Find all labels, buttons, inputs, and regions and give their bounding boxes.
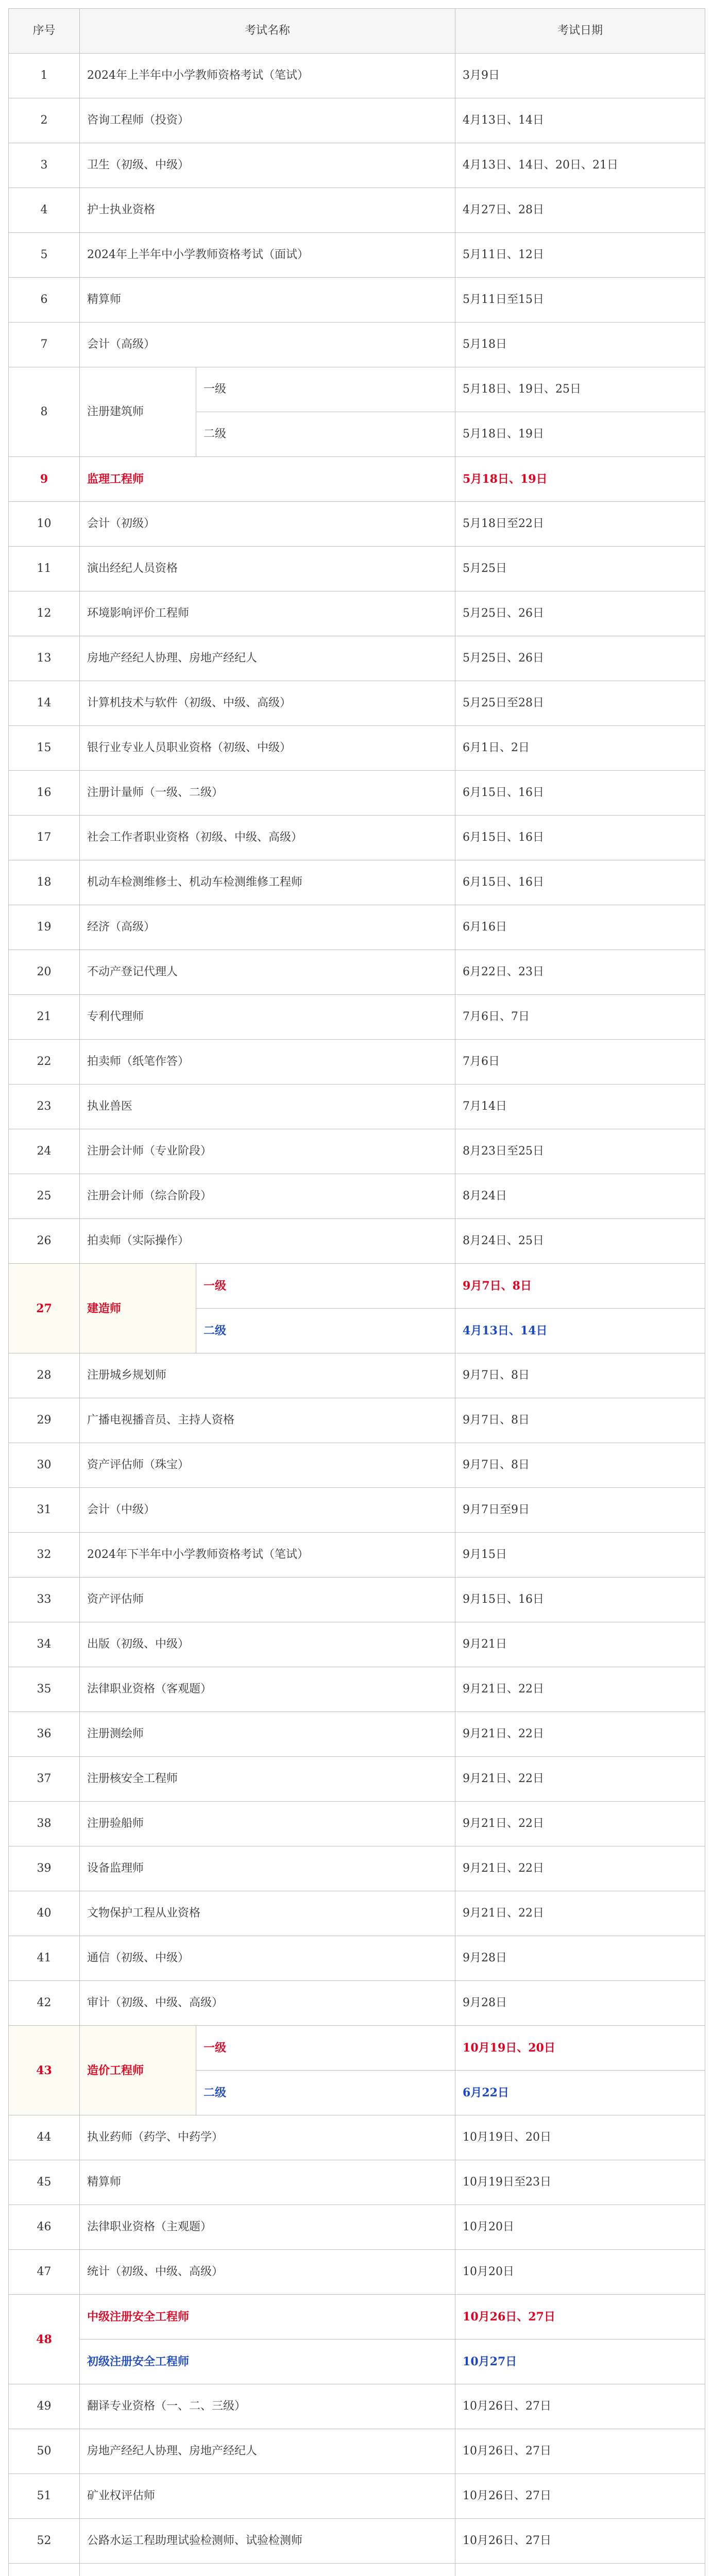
exam-name: 精算师 bbox=[80, 2160, 455, 2205]
exam-date: 5月11日至15日 bbox=[455, 278, 705, 323]
exam-date: 9月15日、16日 bbox=[455, 1578, 705, 1622]
exam-level: 一级 bbox=[196, 367, 455, 412]
exam-date: 5月18日、19日、25日 bbox=[455, 367, 705, 412]
table-row bbox=[9, 2384, 705, 2429]
table-row bbox=[9, 681, 705, 726]
exam-date: 9月21日、22日 bbox=[455, 1757, 705, 1802]
row-number: 10 bbox=[9, 502, 80, 547]
exam-date: 10月20日 bbox=[455, 2250, 705, 2295]
row-number: 51 bbox=[9, 2474, 80, 2519]
table-row bbox=[9, 726, 705, 771]
table-row bbox=[9, 2474, 705, 2519]
row-number: 42 bbox=[9, 1981, 80, 2026]
exam-name: 造价工程师 bbox=[80, 2026, 196, 2115]
row-number: 32 bbox=[9, 1533, 80, 1578]
exam-date: 6月16日 bbox=[455, 905, 705, 950]
exam-date: 9月7日、8日 bbox=[455, 1353, 705, 1398]
exam-date: 7月6日、7日 bbox=[455, 995, 705, 1040]
exam-date bbox=[455, 2564, 705, 2576]
table-row bbox=[9, 1802, 705, 1846]
table-row bbox=[9, 457, 705, 502]
exam-date: 5月18日至22日 bbox=[455, 502, 705, 547]
table-row bbox=[9, 1219, 705, 1264]
table-row bbox=[9, 54, 705, 98]
row-number: 40 bbox=[9, 1891, 80, 1936]
exam-name: 演出经纪人员资格 bbox=[80, 547, 455, 591]
exam-date: 4月13日、14日 bbox=[455, 1309, 705, 1353]
table-row bbox=[9, 636, 705, 681]
table-row bbox=[9, 591, 705, 636]
row-number: 2 bbox=[9, 98, 80, 143]
exam-name: 专利代理师 bbox=[80, 995, 455, 1040]
exam-date: 5月25日 bbox=[455, 547, 705, 591]
exam-date: 9月21日、22日 bbox=[455, 1891, 705, 1936]
header-date: 考试日期 bbox=[455, 9, 705, 54]
exam-name: 拍卖师（实际操作） bbox=[80, 1219, 455, 1264]
table-row bbox=[9, 1667, 705, 1712]
exam-date: 8月24日、25日 bbox=[455, 1219, 705, 1264]
exam-name: 2024年上半年中小学教师资格考试（笔试） bbox=[80, 54, 455, 98]
row-number: 5 bbox=[9, 233, 80, 278]
exam-date: 10月20日 bbox=[455, 2205, 705, 2250]
exam-date: 9月7日至9日 bbox=[455, 1488, 705, 1533]
table-row bbox=[9, 367, 705, 412]
table-row bbox=[9, 1578, 705, 1622]
row-number: 44 bbox=[9, 2115, 80, 2160]
exam-date: 6月22日 bbox=[455, 2071, 705, 2115]
exam-date: 9月7日、8日 bbox=[455, 1443, 705, 1488]
exam-date: 9月21日、22日 bbox=[455, 1802, 705, 1846]
row-number: 38 bbox=[9, 1802, 80, 1846]
row-number: 20 bbox=[9, 950, 80, 995]
exam-name: 执业兽医 bbox=[80, 1084, 455, 1129]
table-row bbox=[9, 2160, 705, 2205]
row-number: 16 bbox=[9, 771, 80, 816]
exam-name: 注册城乡规划师 bbox=[80, 1353, 455, 1398]
exam-date: 10月19日至23日 bbox=[455, 2160, 705, 2205]
row-number: 15 bbox=[9, 726, 80, 771]
row-number: 22 bbox=[9, 1040, 80, 1084]
exam-date: 10月27日 bbox=[455, 2340, 705, 2384]
exam-date: 10月19日、20日 bbox=[455, 2026, 705, 2071]
table-row bbox=[9, 2519, 705, 2564]
row-number: 25 bbox=[9, 1174, 80, 1219]
exam-date: 8月23日至25日 bbox=[455, 1129, 705, 1174]
table-row bbox=[9, 1622, 705, 1667]
exam-date: 9月28日 bbox=[455, 1936, 705, 1981]
table-row bbox=[9, 1174, 705, 1219]
row-number: 41 bbox=[9, 1936, 80, 1981]
table-row bbox=[9, 2026, 705, 2071]
row-number: 24 bbox=[9, 1129, 80, 1174]
exam-name: 注册会计师（综合阶段） bbox=[80, 1174, 455, 1219]
row-number: 14 bbox=[9, 681, 80, 726]
exam-date: 3月9日 bbox=[455, 54, 705, 98]
exam-name: 建造师 bbox=[80, 1264, 196, 1353]
table-row bbox=[9, 1040, 705, 1084]
table-row bbox=[9, 98, 705, 143]
table-row bbox=[9, 1533, 705, 1578]
row-number: 1 bbox=[9, 54, 80, 98]
table-row bbox=[9, 905, 705, 950]
exam-name: 经济（高级） bbox=[80, 905, 455, 950]
exam-name: 注册核安全工程师 bbox=[80, 1757, 455, 1802]
exam-date: 4月27日、28日 bbox=[455, 188, 705, 233]
table-row bbox=[9, 1846, 705, 1891]
exam-name: 注册验船师 bbox=[80, 1802, 455, 1846]
table-row bbox=[9, 323, 705, 367]
exam-name: 法律职业资格（客观题） bbox=[80, 1667, 455, 1712]
exam-name: 执业药师（药学、中药学） bbox=[80, 2115, 455, 2160]
row-number: 7 bbox=[9, 323, 80, 367]
row-number: 11 bbox=[9, 547, 80, 591]
table-row bbox=[9, 1129, 705, 1174]
table-row bbox=[9, 1891, 705, 1936]
exam-date: 9月7日、8日 bbox=[455, 1398, 705, 1443]
exam-name: 环境影响评价工程师 bbox=[80, 591, 455, 636]
exam-date: 6月15日、16日 bbox=[455, 816, 705, 860]
exam-name: 公路水运工程助理试验检测师、试验检测师 bbox=[80, 2519, 455, 2564]
exam-name: 不动产登记代理人 bbox=[80, 950, 455, 995]
table-row bbox=[9, 2295, 705, 2340]
table-row bbox=[9, 950, 705, 995]
table-row bbox=[9, 2115, 705, 2160]
table-row bbox=[9, 1353, 705, 1398]
table-row bbox=[9, 2429, 705, 2474]
exam-date: 10月26日、27日 bbox=[455, 2429, 705, 2474]
exam-date: 9月7日、8日 bbox=[455, 1264, 705, 1309]
row-number: 47 bbox=[9, 2250, 80, 2295]
table-row bbox=[9, 2250, 705, 2295]
exam-date: 9月21日、22日 bbox=[455, 1667, 705, 1712]
exam-name: 文物保护工程从业资格 bbox=[80, 1891, 455, 1936]
exam-date: 10月26日、27日 bbox=[455, 2384, 705, 2429]
exam-name: 注册计量师（一级、二级） bbox=[80, 771, 455, 816]
row-number: 9 bbox=[9, 457, 80, 502]
row-number: 50 bbox=[9, 2429, 80, 2474]
row-number: 48 bbox=[9, 2295, 80, 2384]
exam-name: 精算师 bbox=[80, 278, 455, 323]
table-row bbox=[9, 1757, 705, 1802]
exam-level: 二级 bbox=[196, 2071, 455, 2115]
exam-date: 8月24日 bbox=[455, 1174, 705, 1219]
table-row bbox=[9, 771, 705, 816]
table-row bbox=[9, 1936, 705, 1981]
row-number: 45 bbox=[9, 2160, 80, 2205]
table-row bbox=[9, 278, 705, 323]
exam-name: 注册会计师（专业阶段） bbox=[80, 1129, 455, 1174]
exam-date: 5月18日 bbox=[455, 323, 705, 367]
exam-name: 会计（初级） bbox=[80, 502, 455, 547]
exam-name: 社会工作者职业资格（初级、中级、高级） bbox=[80, 816, 455, 860]
exam-name: 矿业权评估师 bbox=[80, 2474, 455, 2519]
exam-date: 5月25日、26日 bbox=[455, 636, 705, 681]
exam-date: 10月26日、27日 bbox=[455, 2295, 705, 2340]
row-number: 17 bbox=[9, 816, 80, 860]
table-row bbox=[9, 143, 705, 188]
row-number: 30 bbox=[9, 1443, 80, 1488]
table-row bbox=[9, 2564, 705, 2576]
exam-date: 10月26日、27日 bbox=[455, 2519, 705, 2564]
exam-date: 6月1日、2日 bbox=[455, 726, 705, 771]
exam-name: 资产评估师 bbox=[80, 1578, 455, 1622]
exam-date: 5月18日、19日 bbox=[455, 457, 705, 502]
exam-name: 机动车检测维修士、机动车检测维修工程师 bbox=[80, 860, 455, 905]
exam-name: 出版（初级、中级） bbox=[80, 1622, 455, 1667]
exam-name: 法律职业资格（主观题） bbox=[80, 2205, 455, 2250]
exam-schedule-table bbox=[8, 8, 705, 2576]
exam-name: 护士执业资格 bbox=[80, 188, 455, 233]
table-row bbox=[9, 816, 705, 860]
table-row bbox=[9, 1981, 705, 2026]
exam-date: 7月6日 bbox=[455, 1040, 705, 1084]
exam-name: 银行业专业人员职业资格（初级、中级） bbox=[80, 726, 455, 771]
row-number: 35 bbox=[9, 1667, 80, 1712]
exam-date: 5月25日、26日 bbox=[455, 591, 705, 636]
exam-level: 二级 bbox=[196, 1309, 455, 1353]
exam-date: 5月18日、19日 bbox=[455, 412, 705, 457]
exam-schedule bbox=[8, 8, 705, 2576]
row-number bbox=[9, 2564, 80, 2576]
exam-date: 6月15日、16日 bbox=[455, 860, 705, 905]
exam-date: 6月22日、23日 bbox=[455, 950, 705, 995]
row-number: 13 bbox=[9, 636, 80, 681]
exam-level: 二级 bbox=[196, 412, 455, 457]
exam-date: 5月25日至28日 bbox=[455, 681, 705, 726]
row-number: 6 bbox=[9, 278, 80, 323]
exam-name: 审计（初级、中级、高级） bbox=[80, 1981, 455, 2026]
exam-name: 咨询工程师（投资） bbox=[80, 98, 455, 143]
exam-name: 2024年下半年中小学教师资格考试（笔试） bbox=[80, 1533, 455, 1578]
row-number: 52 bbox=[9, 2519, 80, 2564]
table-row bbox=[9, 1264, 705, 1309]
exam-level: 一级 bbox=[196, 2026, 455, 2071]
table-row bbox=[9, 860, 705, 905]
exam-date: 5月11日、12日 bbox=[455, 233, 705, 278]
table-row bbox=[9, 547, 705, 591]
exam-name: 初级注册安全工程师 bbox=[80, 2340, 455, 2384]
table-row bbox=[9, 2205, 705, 2250]
exam-name: 翻译专业资格（一、二、三级） bbox=[80, 2384, 455, 2429]
row-number: 23 bbox=[9, 1084, 80, 1129]
exam-date: 7月14日 bbox=[455, 1084, 705, 1129]
exam-name bbox=[80, 2564, 455, 2576]
exam-name: 中级注册安全工程师 bbox=[80, 2295, 455, 2340]
table-header bbox=[9, 9, 705, 54]
header-name: 考试名称 bbox=[80, 9, 455, 54]
table-row bbox=[9, 1443, 705, 1488]
row-number: 36 bbox=[9, 1712, 80, 1757]
exam-name: 通信（初级、中级） bbox=[80, 1936, 455, 1981]
row-number: 29 bbox=[9, 1398, 80, 1443]
row-number: 3 bbox=[9, 143, 80, 188]
exam-date: 9月21日 bbox=[455, 1622, 705, 1667]
row-number: 19 bbox=[9, 905, 80, 950]
exam-name: 拍卖师（纸笔作答） bbox=[80, 1040, 455, 1084]
table-row bbox=[9, 2340, 705, 2384]
row-number: 37 bbox=[9, 1757, 80, 1802]
exam-name: 设备监理师 bbox=[80, 1846, 455, 1891]
row-number: 33 bbox=[9, 1578, 80, 1622]
exam-name: 卫生（初级、中级） bbox=[80, 143, 455, 188]
exam-level: 一级 bbox=[196, 1264, 455, 1309]
exam-name: 资产评估师（珠宝） bbox=[80, 1443, 455, 1488]
exam-name: 计算机技术与软件（初级、中级、高级） bbox=[80, 681, 455, 726]
exam-name: 广播电视播音员、主持人资格 bbox=[80, 1398, 455, 1443]
table-row bbox=[9, 188, 705, 233]
table-row bbox=[9, 1712, 705, 1757]
row-number: 8 bbox=[9, 367, 80, 457]
row-number: 21 bbox=[9, 995, 80, 1040]
exam-date: 4月13日、14日 bbox=[455, 98, 705, 143]
row-number: 28 bbox=[9, 1353, 80, 1398]
exam-date: 10月26日、27日 bbox=[455, 2474, 705, 2519]
table-row bbox=[9, 502, 705, 547]
exam-date: 10月19日、20日 bbox=[455, 2115, 705, 2160]
exam-date: 9月15日 bbox=[455, 1533, 705, 1578]
exam-date: 9月21日、22日 bbox=[455, 1712, 705, 1757]
row-number: 34 bbox=[9, 1622, 80, 1667]
exam-name: 注册测绘师 bbox=[80, 1712, 455, 1757]
exam-name: 会计（高级） bbox=[80, 323, 455, 367]
row-number: 12 bbox=[9, 591, 80, 636]
exam-name: 2024年上半年中小学教师资格考试（面试） bbox=[80, 233, 455, 278]
exam-name: 统计（初级、中级、高级） bbox=[80, 2250, 455, 2295]
exam-date: 9月21日、22日 bbox=[455, 1846, 705, 1891]
row-number: 26 bbox=[9, 1219, 80, 1264]
row-number: 18 bbox=[9, 860, 80, 905]
table-row bbox=[9, 1488, 705, 1533]
row-number: 46 bbox=[9, 2205, 80, 2250]
row-number: 27 bbox=[9, 1264, 80, 1353]
row-number: 39 bbox=[9, 1846, 80, 1891]
row-number: 31 bbox=[9, 1488, 80, 1533]
exam-date: 4月13日、14日、20日、21日 bbox=[455, 143, 705, 188]
header-no: 序号 bbox=[9, 9, 80, 54]
table-row bbox=[9, 233, 705, 278]
table-row bbox=[9, 1084, 705, 1129]
table-row bbox=[9, 995, 705, 1040]
row-number: 4 bbox=[9, 188, 80, 233]
exam-name: 房地产经纪人协理、房地产经纪人 bbox=[80, 2429, 455, 2474]
row-number: 43 bbox=[9, 2026, 80, 2115]
table-row bbox=[9, 1398, 705, 1443]
exam-name: 注册建筑师 bbox=[80, 367, 196, 457]
exam-date: 9月28日 bbox=[455, 1981, 705, 2026]
exam-name: 会计（中级） bbox=[80, 1488, 455, 1533]
exam-name: 监理工程师 bbox=[80, 457, 455, 502]
exam-date: 6月15日、16日 bbox=[455, 771, 705, 816]
exam-name: 房地产经纪人协理、房地产经纪人 bbox=[80, 636, 455, 681]
row-number: 49 bbox=[9, 2384, 80, 2429]
